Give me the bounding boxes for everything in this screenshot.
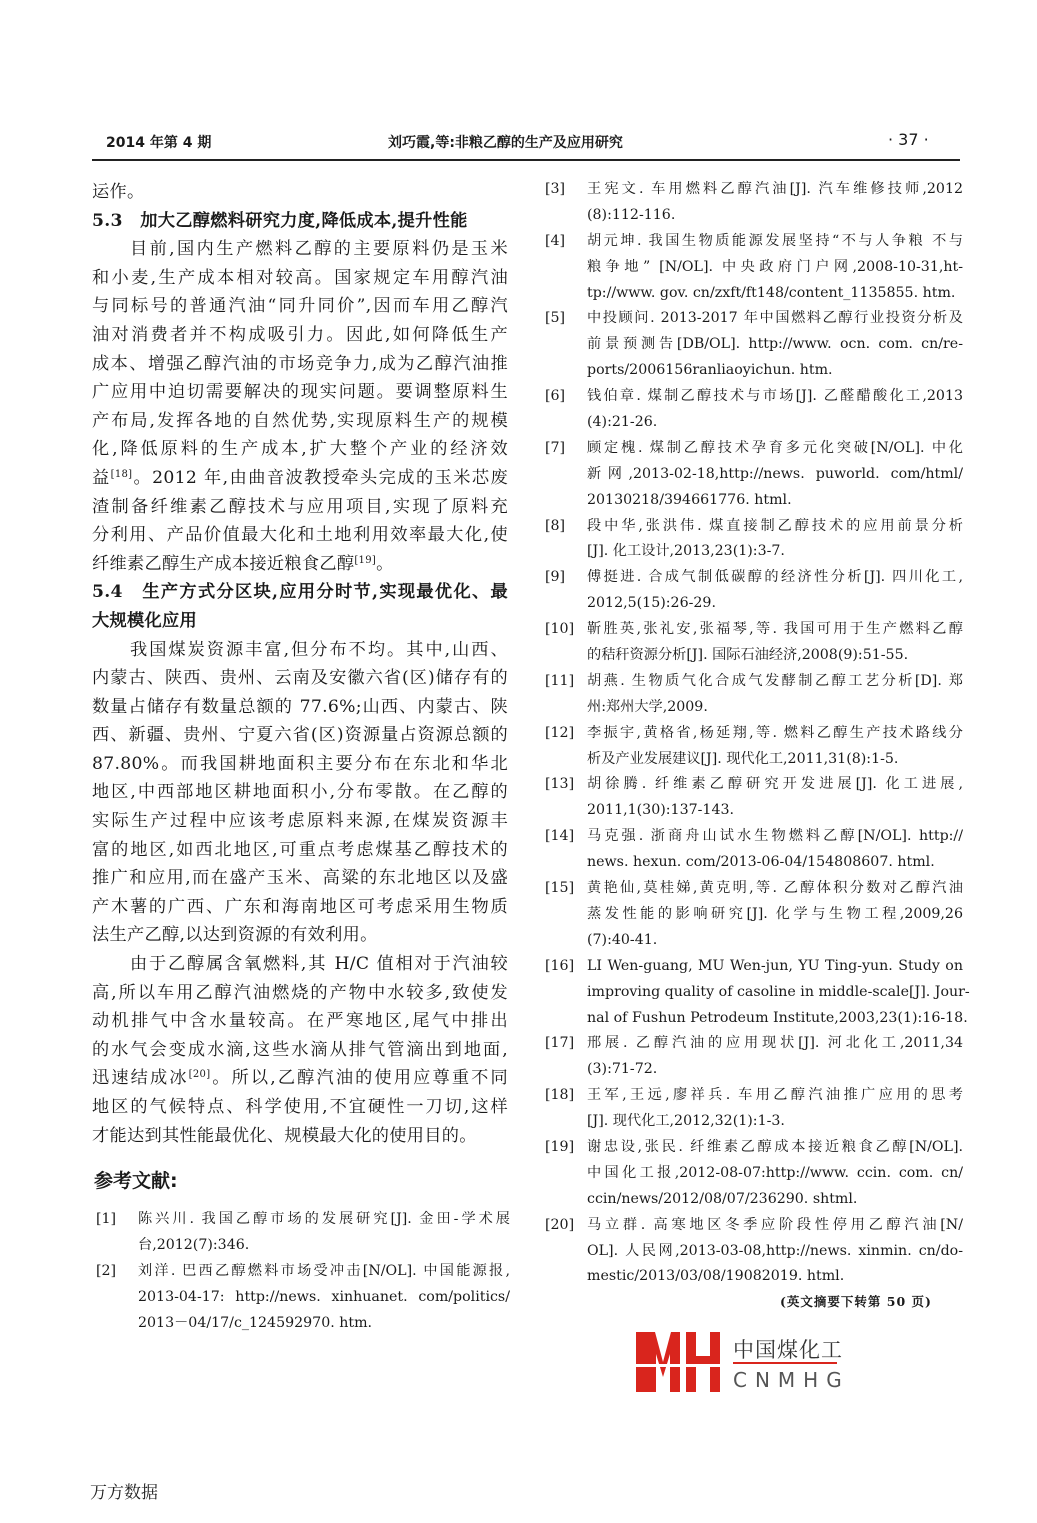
reference-number: [8] xyxy=(545,517,566,534)
left-column-body xyxy=(92,178,508,1150)
line-text: 西、新疆、贵州、宁夏六省(区)资源量占资源总额的 xyxy=(92,725,508,746)
logo-divider xyxy=(733,1362,837,1364)
reference-line: 马克强. 浙商舟山试水生物燃料乙醇[N/OL]. http:// xyxy=(587,828,963,845)
reference-line: 王宪文. 车用燃料乙醇汽油[J]. 汽车维修技师,2012 xyxy=(587,181,963,197)
reference-number: [2] xyxy=(96,1262,117,1279)
line-text: 地区,中西部地区耕地面积小,分布零散。在乙醇的 xyxy=(92,782,508,803)
line-text: 的水气会变成水滴,这些水滴从排气管滴出到地面, xyxy=(92,1039,508,1060)
reference-number: [4] xyxy=(545,232,566,249)
reference-number: [6] xyxy=(545,388,566,405)
reference-line: 蒸发性能的影响研究[J]. 化学与生物工程,2009,26 xyxy=(587,905,963,922)
reference-line: 邢展. 乙醇汽油的应用现状[J]. 河北化工,2011,34 xyxy=(587,1035,963,1052)
body-text-line xyxy=(92,435,508,464)
reference-line: 顾定槐. 煤制乙醇技术孕育多元化突破[N/OL]. 中化 xyxy=(587,439,963,456)
body-text-line xyxy=(92,836,508,865)
reference-item xyxy=(545,954,970,1032)
body-text-line xyxy=(92,264,508,293)
body-text-line xyxy=(92,864,508,893)
references-list-right xyxy=(545,177,970,1290)
body-text-line xyxy=(92,235,508,264)
reference-line: 粮争地” [N/OL]. 中央政府门户网,2008-10-31,ht- xyxy=(587,258,963,275)
reference-line: mestic/2013/03/08/19082019. html. xyxy=(587,1268,845,1285)
reference-item xyxy=(545,669,963,721)
line-text: 由于乙醇属含氧燃料,其 H/C 值相对于汽油较 xyxy=(130,954,508,975)
reference-line: 李振宇,黄格省,杨延翔,等. 燃料乙醇生产技术路线分 xyxy=(587,724,963,741)
reference-number: [10] xyxy=(545,621,575,638)
line-text: 内蒙古、陕西、贵州、云南及安徽六省(区)储存有的 xyxy=(92,668,508,689)
line-text: 富的地区,如西北地区,可重点考虑煤基乙醇技术的 xyxy=(92,839,508,860)
body-text-line xyxy=(92,407,508,436)
body-text-line xyxy=(92,1007,508,1036)
body-text-line xyxy=(92,321,508,350)
reference-line: 州:郑州大学,2009. xyxy=(587,698,708,715)
reference-line: 钱伯章. 煤制乙醇技术与市场[J]. 乙醛醋酸化工,2013 xyxy=(587,388,963,405)
reference-number: [13] xyxy=(545,776,575,793)
reference-number: [18] xyxy=(545,1087,575,1104)
reference-item xyxy=(545,876,963,954)
body-text-line xyxy=(92,550,508,579)
body-text-line xyxy=(92,979,508,1008)
reference-line: 析及产业发展建议[J]. 现代化工,2011,31(8):1-5. xyxy=(587,750,899,767)
reference-line: 2011,1(30):137-143. xyxy=(587,802,735,819)
reference-number: [5] xyxy=(545,310,566,327)
reference-item xyxy=(545,384,963,436)
reference-item xyxy=(545,229,963,307)
citation-superscript: [20] xyxy=(188,1069,211,1081)
reference-line: OL]. 人民网,2013-03-08,http://news. xinmin. cn/do- xyxy=(587,1242,963,1259)
line-text: 化,降低原料的生产成本,扩大整个产业的经济效 xyxy=(92,439,508,460)
reference-line: 胡元坤. 我国生物质能源发展坚持“不与人争粮 不与 xyxy=(587,232,963,249)
line-text: 纤维素乙醇生产成本接近粮食乙醇 xyxy=(92,553,355,574)
body-text-line xyxy=(92,521,508,550)
line-text: 动机排气中含水量较高。在严寒地区,尾气中排出 xyxy=(92,1011,508,1032)
line-text: 广应用中迫切需要解决的现实问题。要调整原料生 xyxy=(92,382,508,403)
reference-number: [9] xyxy=(545,569,566,586)
reference-item xyxy=(545,721,963,773)
line-text: 。所以,乙醇汽油的使用应尊重不同 xyxy=(210,1068,508,1089)
reference-number: [11] xyxy=(545,672,575,689)
reference-line: (8):112-116. xyxy=(587,206,676,223)
body-text-line xyxy=(92,178,508,207)
line-text: 才能达到其性能最优化、规模最大化的使用目的。 xyxy=(92,1125,477,1146)
line-text: 法生产乙醇,以达到资源的有效利用。 xyxy=(92,925,378,946)
reference-line: LI Wen-guang, MU Wen-jun, YU Ting-yun. Study on xyxy=(587,957,963,974)
body-text-line xyxy=(92,664,508,693)
line-text: 。2012 年,由曲音波教授牵头完成的玉米芯废 xyxy=(132,467,508,488)
reference-number: [12] xyxy=(545,724,575,741)
line-text: 地区的气候特点、科学使用,不宜硬性一刀切,这样 xyxy=(92,1097,508,1117)
continued-note: (英文摘要下转第 50 页) xyxy=(780,1294,932,1309)
reference-line: 王军,王远,廖祥兵. 车用乙醇汽油推广应用的思考 xyxy=(587,1087,963,1104)
body-text-line xyxy=(92,1064,508,1093)
body-text-line xyxy=(92,1093,508,1122)
reference-line: [J]. 化工设计,2013,23(1):3-7. xyxy=(587,543,785,560)
reference-line: 20130218/394661776. html. xyxy=(587,491,792,508)
reference-item xyxy=(545,514,963,566)
reference-line: 中投顾问. 2013-2017 年中国燃料乙醇行业投资分析及 xyxy=(587,310,963,327)
line-text: 我国煤炭资源丰富,但分布不均。其中,山西、 xyxy=(130,639,508,660)
reference-line: 2012,5(15):26-29. xyxy=(587,595,716,612)
reference-number: [16] xyxy=(545,957,575,974)
citation-superscript: [18] xyxy=(110,468,133,480)
reference-line: 的秸秆资源分析[J]. 国际石油经济,2008(9):51-55. xyxy=(587,647,909,664)
body-text-line xyxy=(92,350,508,379)
line-text: 成本、增强乙醇汽油的市场竞争力,成为乙醇汽油推 xyxy=(92,353,508,374)
line-text: 产木薯的广西、广东和海南地区可考虑采用生物质 xyxy=(92,896,508,917)
body-text-line xyxy=(92,464,508,493)
logo-text-en: CNMHG xyxy=(733,1368,850,1392)
body-text-line xyxy=(92,893,508,922)
reference-line: improving quality of casoline in middle-scale[J]. Jour- xyxy=(587,983,970,1000)
reference-number: [1] xyxy=(96,1211,117,1227)
reference-line: 傅挺进. 合成气制低碳醇的经济性分析[J]. 四川化工, xyxy=(587,569,963,586)
reference-line: 胡燕. 生物质气化合成气发酵制乙醇工艺分析[D]. 郑 xyxy=(587,672,963,689)
line-text: 产布局,发挥各地的自然优势,实现原料生产的规模 xyxy=(92,410,508,431)
reference-item xyxy=(545,1213,963,1291)
body-text-line xyxy=(92,493,508,522)
logo-text-cn: 中国煤化工 xyxy=(733,1338,843,1362)
reference-line: 靳胜英,张礼安,张福琴,等. 我国可用于生产燃料乙醇 xyxy=(587,621,963,638)
reference-item xyxy=(96,1259,510,1337)
reference-item xyxy=(545,1083,963,1135)
header-issue: 2014 年第 4 期 xyxy=(106,135,212,151)
reference-line: 新网,2013-02-18,http://news. puworld. com/html/ xyxy=(587,465,963,482)
reference-item xyxy=(545,824,963,876)
line-text: 实际生产过程中应该考虑原料来源,在煤炭资源丰 xyxy=(92,811,508,832)
reference-line: 中国化工报,2012-08-07:http://www. ccin. com. cn/ xyxy=(587,1164,963,1181)
reference-line: 胡徐腾. 纤维素乙醇研究开发进展[J]. 化工进展, xyxy=(587,776,963,793)
body-text-line xyxy=(92,778,508,807)
reference-number: [3] xyxy=(545,181,566,197)
section-heading-line xyxy=(92,578,508,607)
reference-item xyxy=(545,1135,963,1213)
line-text: 。 xyxy=(376,553,394,574)
section-heading-line xyxy=(92,207,508,236)
cnmhg-logo-icon xyxy=(636,1332,726,1392)
line-text: 推广和应用,而在盛产玉米、高粱的东北地区以及盛 xyxy=(92,868,508,889)
reference-line: tp://www. gov. cn/zxft/ft148/content_1135855. htm. xyxy=(587,284,956,301)
reference-number: [7] xyxy=(545,439,566,456)
reference-number: [19] xyxy=(545,1138,575,1155)
body-text-line xyxy=(92,750,508,779)
reference-line: 马立群. 高寒地区冬季应阶段性停用乙醇汽油[N/ xyxy=(587,1216,963,1233)
reference-number: [15] xyxy=(545,880,575,897)
line-text: 高,所以车用乙醇汽油燃烧的产物中水较多,致使发 xyxy=(92,982,508,1003)
reference-item xyxy=(96,1207,510,1259)
reference-item xyxy=(545,772,963,824)
line-text: 渣制备纤维素乙醇技术与应用项目,实现了原料充 xyxy=(92,496,508,517)
reference-line: (4):21-26. xyxy=(587,414,658,431)
reference-line: (7):40-41. xyxy=(587,931,658,948)
line-text: 油对消费者并不构成吸引力。因此,如何降低生产 xyxy=(92,324,508,345)
line-text: 大规模化应用 xyxy=(92,610,197,631)
reference-line: 陈兴川. 我国乙醇市场的发展研究[J]. 金田-学术展 xyxy=(138,1211,510,1227)
line-text: 益 xyxy=(92,467,111,488)
section-heading-line xyxy=(92,607,508,636)
line-text: 5.4 生产方式分区块,应用分时节,实现最优化、最 xyxy=(92,582,508,603)
reference-line: 刘洋. 巴西乙醇燃料市场受冲击[N/OL]. 中国能源报, xyxy=(138,1262,510,1279)
line-text: 5.3 加大乙醇燃料研究力度,降低成本,提升性能 xyxy=(92,210,468,231)
reference-line: 2013-04-17: http://news. xinhuanet. com/politics/ xyxy=(138,1288,510,1305)
header-rule xyxy=(92,159,960,161)
line-text: 和小麦,生产成本相对较高。国家规定车用醇汽油 xyxy=(92,267,508,288)
body-text-line xyxy=(92,950,508,979)
header-title: 刘巧霞,等:非粮乙醇的生产及应用研究 xyxy=(388,135,623,151)
reference-line: 2013－04/17/c_124592970. htm. xyxy=(138,1314,373,1331)
line-text: 数量占储存有数量总额的 77.6%;山西、内蒙古、陕 xyxy=(92,696,508,717)
line-text: 运作。 xyxy=(92,182,145,202)
line-text: 迅速结成冰 xyxy=(92,1068,189,1089)
reference-line: 谢忠设,张民. 纤维素乙醇成本接近粮食乙醇[N/OL]. xyxy=(587,1138,963,1155)
reference-item xyxy=(545,565,963,617)
body-text-line xyxy=(92,636,508,665)
reference-item xyxy=(545,306,963,384)
body-text-line xyxy=(92,1036,508,1065)
reference-line: news. hexun. com/2013-06-04/154808607. html. xyxy=(587,854,935,871)
body-text-line xyxy=(92,378,508,407)
reference-number: [17] xyxy=(545,1035,575,1052)
body-text-line xyxy=(92,1122,508,1151)
reference-number: [20] xyxy=(545,1216,575,1233)
body-text-line xyxy=(92,292,508,321)
body-text-line xyxy=(92,693,508,722)
line-text: 目前,国内生产燃料乙醇的主要原料仍是玉米 xyxy=(130,239,508,260)
reference-line: ports/2006156ranliaoyichun. htm. xyxy=(587,362,833,379)
reference-number: [14] xyxy=(545,828,575,845)
reference-line: 前景预测告[DB/OL]. http://www. ocn. com. cn/re- xyxy=(587,336,963,353)
body-text-line xyxy=(92,921,508,950)
footer-watermark: 万方数据 xyxy=(90,1483,158,1503)
references-heading: 参考文献: xyxy=(94,1170,178,1192)
reference-line: (3):71-72. xyxy=(587,1061,658,1078)
body-text-line xyxy=(92,721,508,750)
reference-item xyxy=(545,436,963,514)
reference-item xyxy=(545,1031,963,1083)
header-page-number: · 37 · xyxy=(888,130,929,149)
references-list-left xyxy=(96,1207,510,1336)
reference-line: [J]. 现代化工,2012,32(1):1-3. xyxy=(587,1113,785,1130)
reference-item xyxy=(545,177,963,229)
line-text: 分利用、产品价值最大化和土地利用效率最大化,使 xyxy=(92,525,508,546)
reference-line: 黄艳仙,莫桂娣,黄克明,等. 乙醇体积分数对乙醇汽油 xyxy=(587,880,963,897)
line-text: 87.80%。而我国耕地面积主要分布在东北和华北 xyxy=(92,753,508,774)
reference-item xyxy=(545,617,963,669)
reference-line: 台,2012(7):346. xyxy=(138,1236,250,1253)
reference-line: ccin/news/2012/08/07/236290. shtml. xyxy=(587,1190,858,1207)
reference-line: 段中华,张洪伟. 煤直接制乙醇技术的应用前景分析 xyxy=(587,517,963,534)
reference-line: nal of Fushun Petrodeum Institute,2003,23(1):16-18. xyxy=(587,1009,968,1026)
body-text-line xyxy=(92,807,508,836)
citation-superscript: [19] xyxy=(354,554,377,566)
line-text: 与同标号的普通汽油“同升同价”,因而车用乙醇汽 xyxy=(92,296,508,317)
